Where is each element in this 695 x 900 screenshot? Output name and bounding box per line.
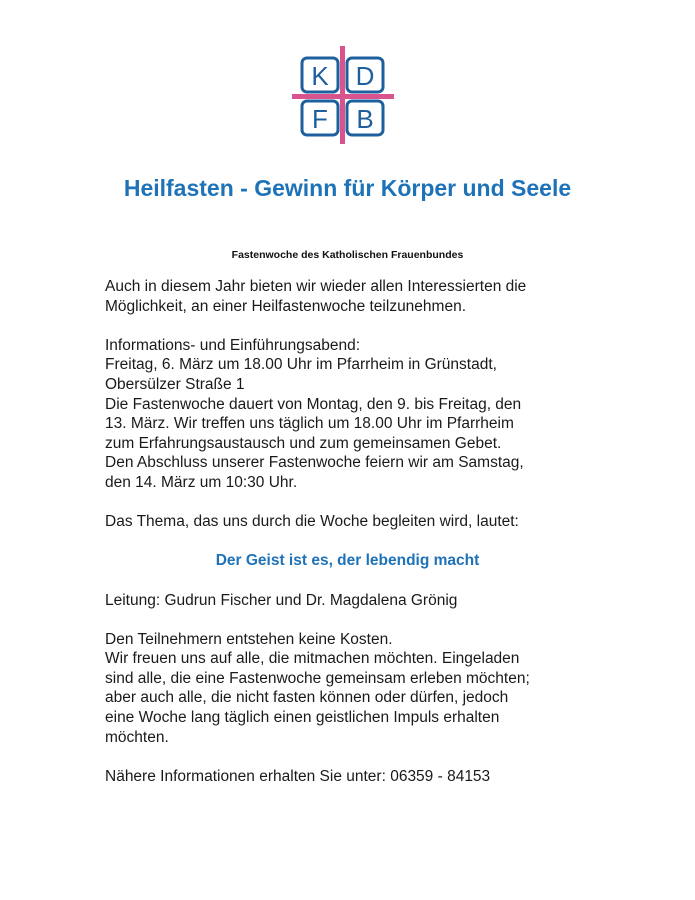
theme-intro-line: Das Thema, das uns durch die Woche begleiten wird, lautet: (105, 513, 519, 531)
closing-line: eine Woche lang täglich einen geistlichen Impuls erhalten (105, 709, 500, 727)
paragraph-spacer (105, 610, 590, 630)
logo-letter-f: F (312, 104, 328, 134)
info-line: Freitag, 6. März um 18.00 Uhr im Pfarrheim in Grünstadt, (105, 356, 497, 374)
info-line: zum Erfahrungsaustausch und zum gemeinsamen Gebet. (105, 434, 502, 452)
info-line: Die Fastenwoche dauert von Montag, den 9. bis Freitag, den (105, 395, 522, 413)
paragraph-spacer (105, 571, 590, 591)
document-body (105, 277, 590, 786)
info-line: Obersülzer Straße 1 (105, 375, 245, 393)
intro-line: Möglichkeit, an einer Heilfastenwoche teilzunehmen. (105, 297, 467, 315)
theme-heading: Der Geist ist es, der lebendig macht (215, 552, 480, 570)
kdfb-logo (292, 46, 394, 144)
info-line: Informations- und Einführungsabend: (105, 336, 361, 354)
contact-line: Nähere Informationen erhalten Sie unter: 06359 - 84153 (105, 767, 491, 785)
closing-line: Den Teilnehmern entstehen keine Kosten. (105, 630, 393, 648)
paragraph-spacer (105, 747, 590, 767)
paragraph-spacer (105, 532, 590, 552)
logo-letter-b: B (356, 104, 374, 134)
logo-letter-k: K (311, 61, 329, 91)
info-line: Den Abschluss unserer Fastenwoche feiern wir am Samstag, (105, 454, 524, 472)
info-line: 13. März. Wir treffen uns täglich um 18.00 Uhr im Pfarrheim (105, 415, 514, 433)
info-line: den 14. März um 10:30 Uhr. (105, 473, 298, 491)
paragraph-spacer (105, 316, 590, 336)
closing-line: sind alle, die eine Fastenwoche gemeinsam erleben möchten; (105, 669, 530, 687)
intro-line: Auch in diesem Jahr bieten wir wieder allen Interessierten die (105, 278, 527, 295)
document-title: Heilfasten - Gewinn für Körper und Seele (123, 175, 572, 201)
paragraph-spacer (105, 493, 590, 513)
document-subtitle: Fastenwoche des Katholischen Frauenbundes (231, 249, 464, 261)
closing-line: aber auch alle, die nicht fasten können oder dürfen, jedoch (105, 689, 509, 707)
leitung-line: Leitung: Gudrun Fischer und Dr. Magdalena Grönig (105, 591, 458, 609)
closing-line: möchten. (105, 728, 169, 746)
logo-cross-horizontal (292, 94, 394, 99)
closing-line: Wir freuen uns auf alle, die mitmachen möchten. Eingeladen (105, 650, 520, 668)
logo-letter-d: D (355, 61, 375, 91)
